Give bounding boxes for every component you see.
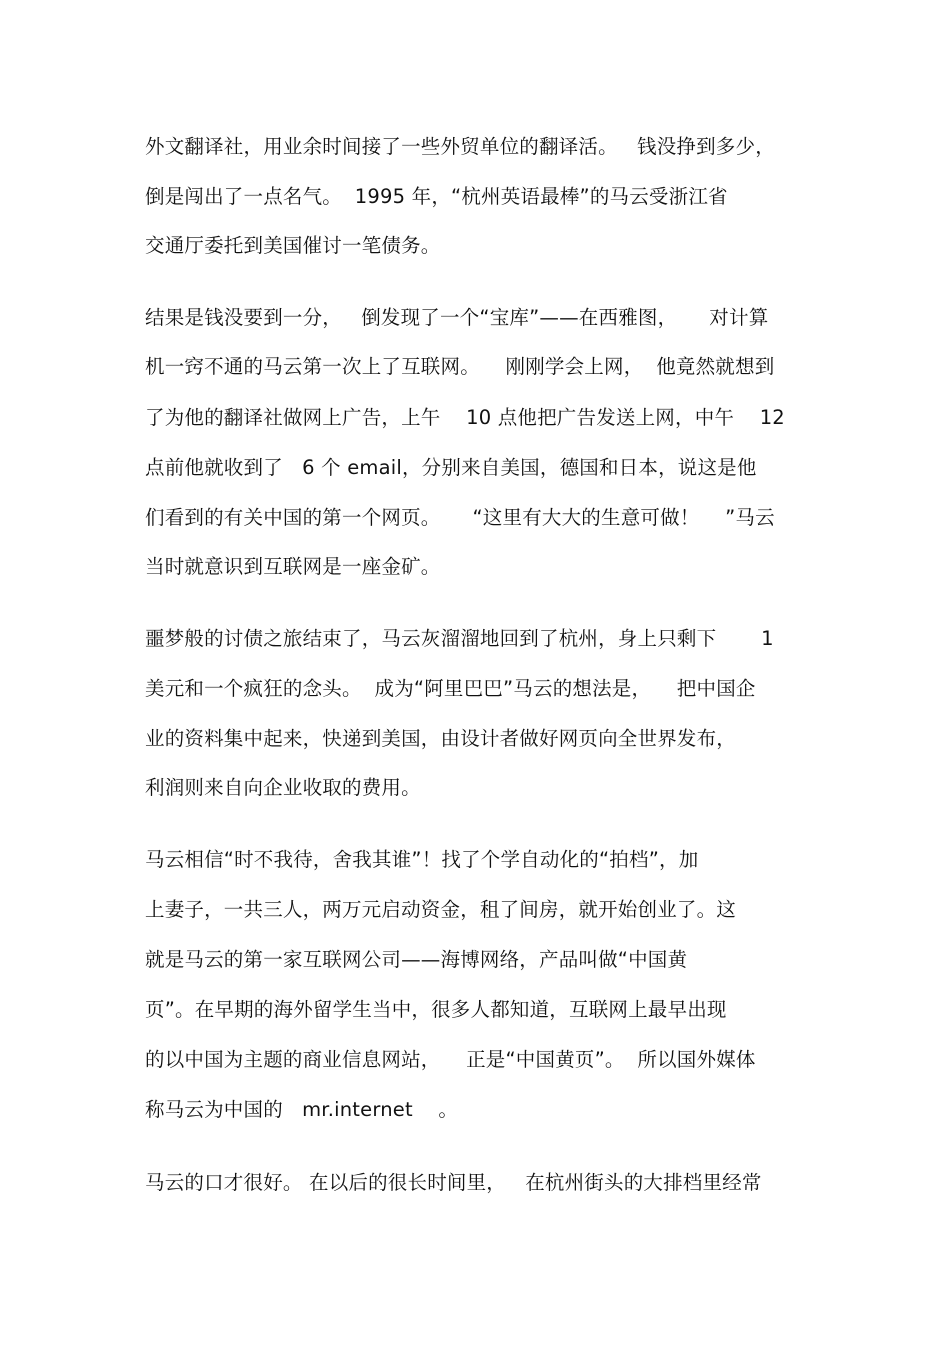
paragraph-2-line-6: 当时就意识到互联网是一座金矿。 <box>145 555 441 578</box>
paragraph-2-line-2: 机一窍不通的马云第一次上了互联网。 刚刚学会上网， 他竟然就想到 <box>145 355 775 378</box>
paragraph-2-line-1: 结果是钱没要到一分， 倒发现了一个“宝库”——在西雅图， 对计算 <box>145 306 769 329</box>
paragraph-4-line-1: 马云相信“时不我待，舍我其谁”！找了个学自动化的“拍档”，加 <box>145 848 699 871</box>
paragraph-4-line-2: 上妻子，一共三人，两万元启动资金，租了间房，就开始创业了。这 <box>145 898 737 921</box>
paragraph-1-line-2: 倒是闯出了一点名气。 1995 年，“杭州英语最棒”的马云受浙江省 <box>145 185 728 208</box>
paragraph-4-line-3: 就是马云的第一家互联网公司——海博网络，产品叫做“中国黄 <box>145 948 688 971</box>
paragraph-5-line-1: 马云的口才很好。 在以后的很长时间里， 在杭州街头的大排档里经常 <box>145 1171 762 1194</box>
paragraph-2-line-3: 了为他的翻译社做网上广告，上午 10 点他把广告发送上网，中午 12 <box>145 406 785 429</box>
paragraph-3-line-1: 噩梦般的讨债之旅结束了，马云灰溜溜地回到了杭州，身上只剩下 1 <box>145 627 774 650</box>
paragraph-3-line-3: 业的资料集中起来，快递到美国，由设计者做好网页向全世界发布， <box>145 727 737 750</box>
paragraph-4-line-5: 的以中国为主题的商业信息网站， 正是“中国黄页”。 所以国外媒体 <box>145 1048 756 1071</box>
paragraph-3-line-2: 美元和一个疯狂的念头。 成为“阿里巴巴”马云的想法是， 把中国企 <box>145 677 756 700</box>
paragraph-2-line-5: 们看到的有关中国的第一个网页。 “这里有大大的生意可做！ ”马云 <box>145 506 775 529</box>
paragraph-1-line-1: 外文翻译社，用业余时间接了一些外贸单位的翻译活。 钱没挣到多少， <box>145 135 775 158</box>
paragraph-4-line-4: 页”。在早期的海外留学生当中，很多人都知道，互联网上最早出现 <box>145 998 727 1021</box>
paragraph-4-line-6: 称马云为中国的 mr.internet 。 <box>145 1098 459 1121</box>
paragraph-1-line-3: 交通厅委托到美国催讨一笔债务。 <box>145 234 441 257</box>
paragraph-3-line-4: 利润则来自向企业收取的费用。 <box>145 776 421 799</box>
paragraph-2-line-4: 点前他就收到了 6 个 email，分别来自美国，德国和日本，说这是他 <box>145 456 757 479</box>
